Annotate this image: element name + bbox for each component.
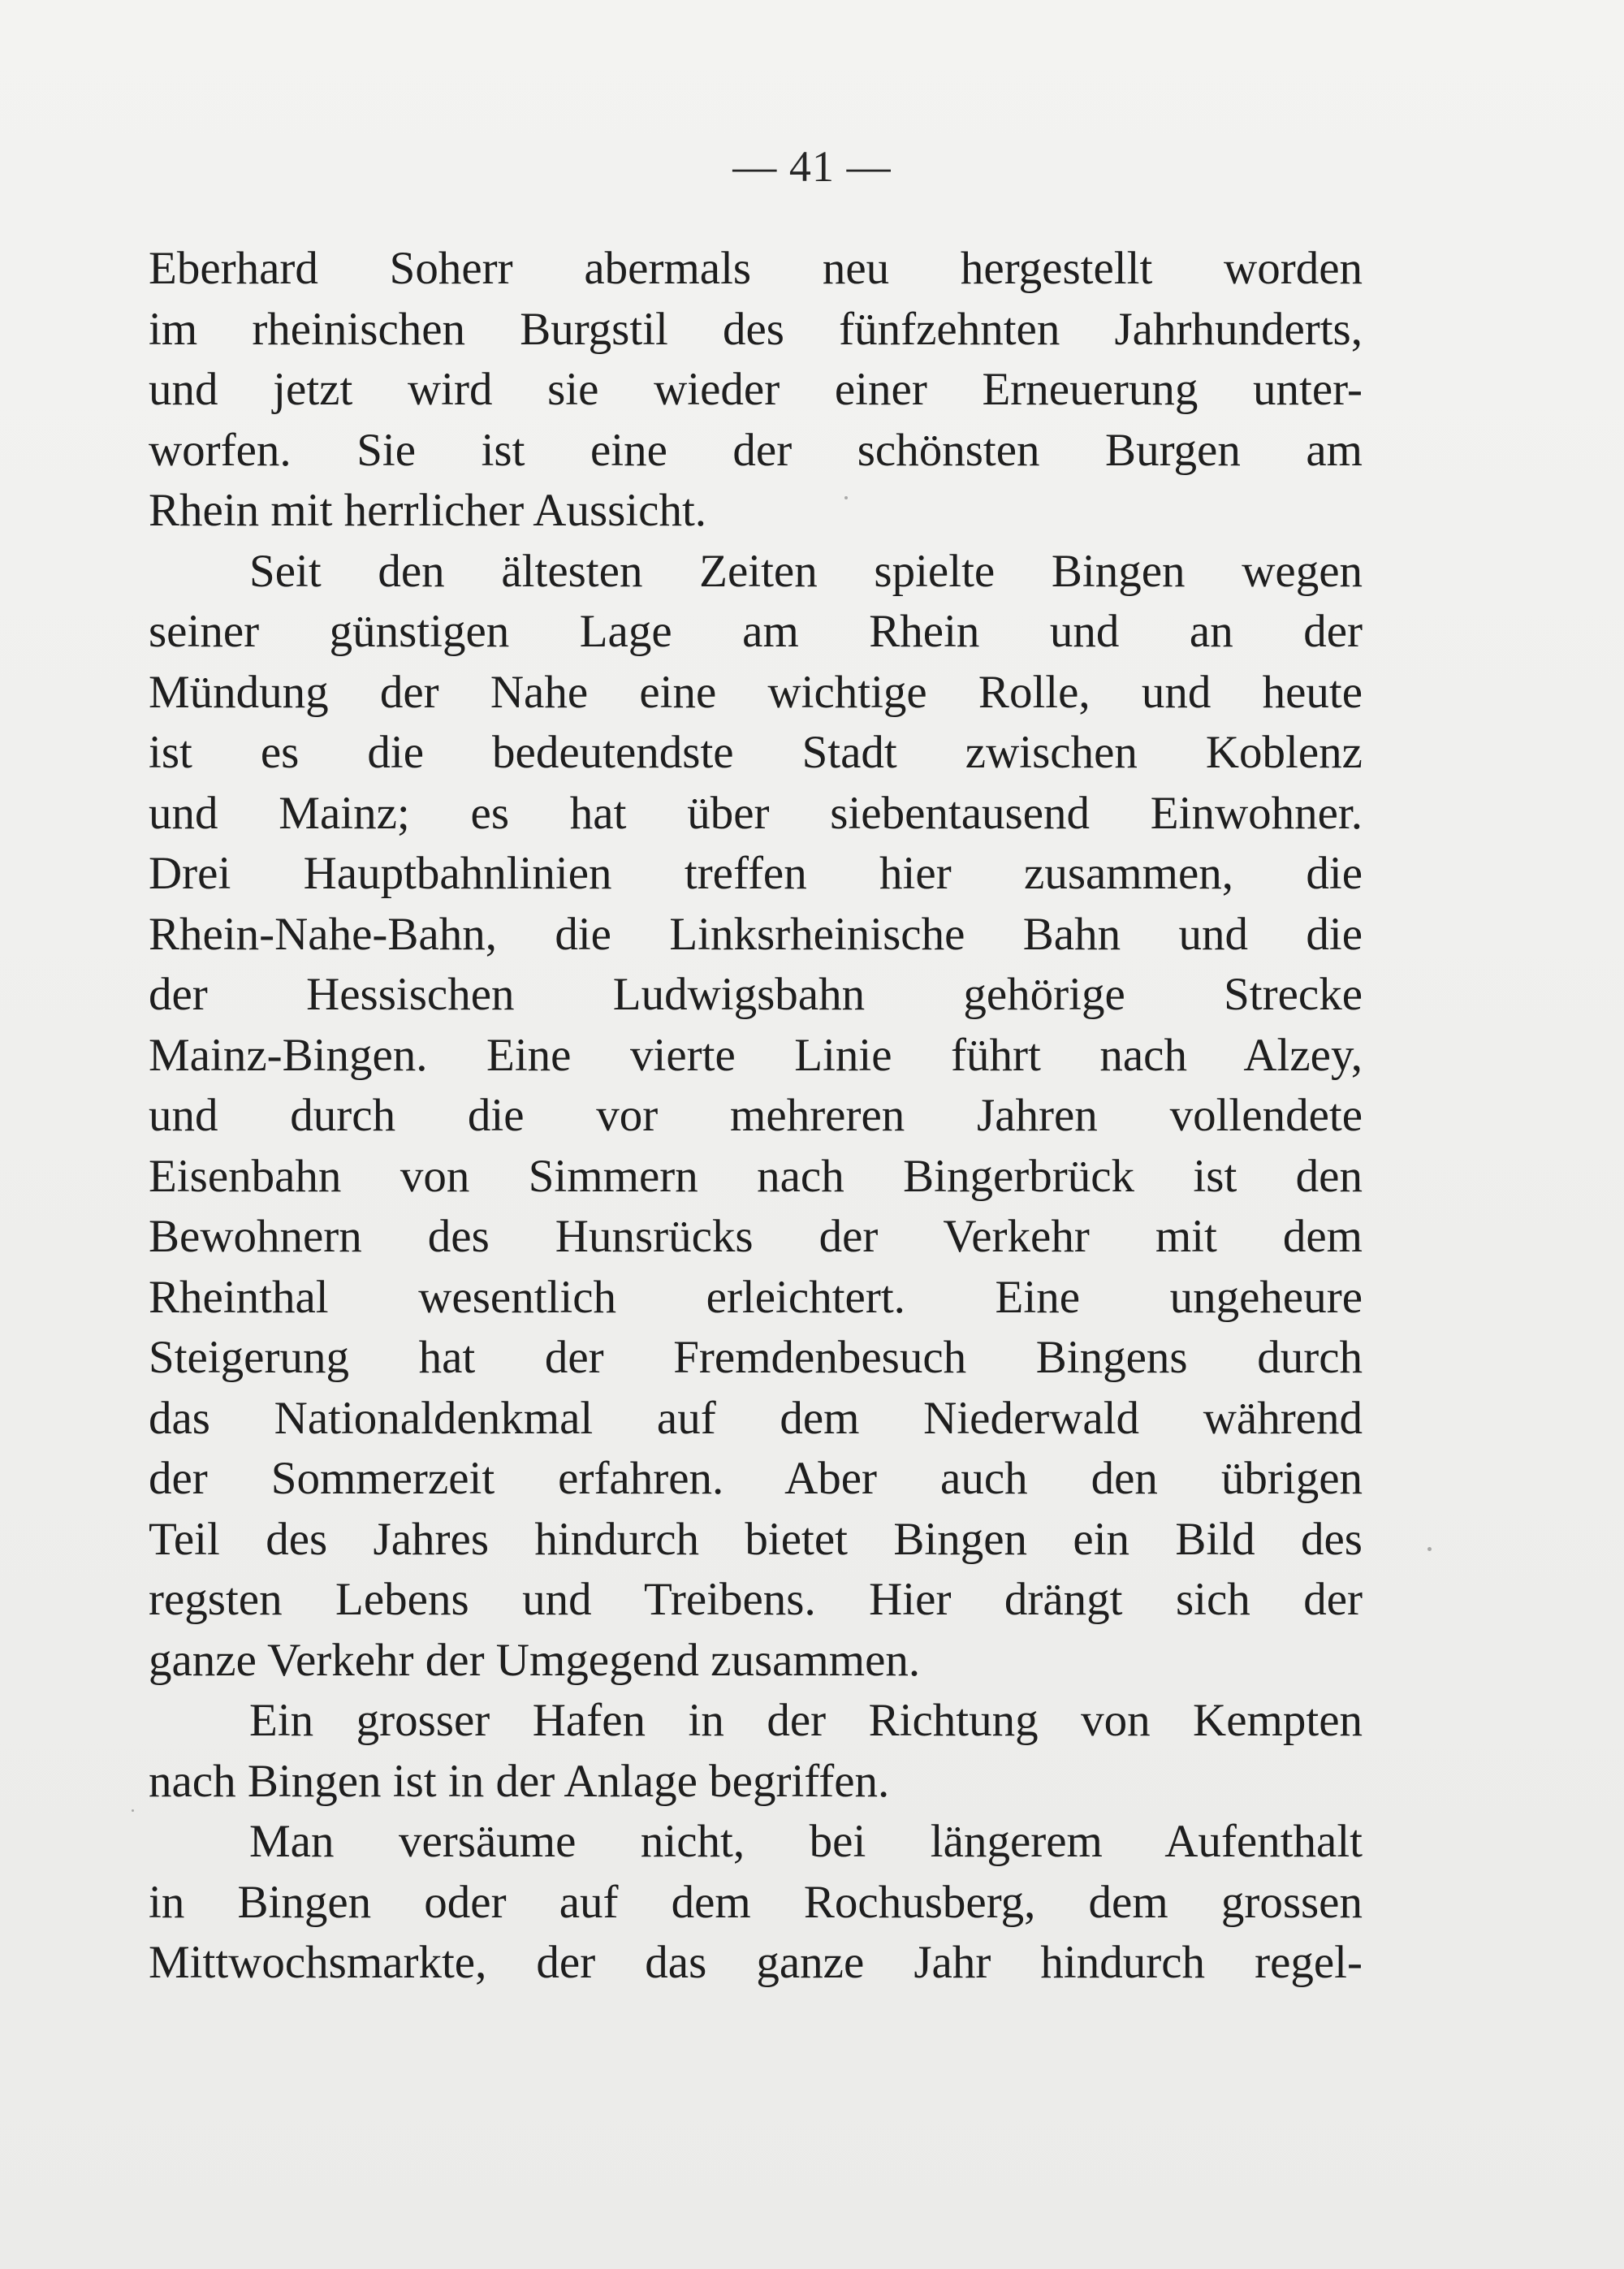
text-line: seiner günstigen Lage am Rhein und an der <box>149 606 1363 657</box>
text-line: Man versäume nicht, bei längerem Aufenthalt <box>249 1816 1363 1867</box>
text-line: nach Bingen ist in der Anlage begriffen. <box>149 1755 890 1807</box>
text-line: worfen. Sie ist eine der schönsten Burgen am <box>149 424 1363 476</box>
body-text <box>149 239 1363 1994</box>
page-number: — 41 — <box>732 142 892 191</box>
text-line: Mündung der Nahe eine wichtige Rolle, und heute <box>149 666 1363 718</box>
text-line: und durch die vor mehreren Jahren vollendete <box>149 1090 1363 1141</box>
text-line: Bewohnern des Hunsrücks der Verkehr mit dem <box>149 1211 1363 1262</box>
paper-speck <box>132 1809 134 1812</box>
text-line: der Sommerzeit erfahren. Aber auch den übrigen <box>149 1453 1363 1504</box>
text-line: und Mainz; es hat über siebentausend Einwohner. <box>149 787 1363 839</box>
text-line: Rhein-Nahe-Bahn, die Linksrheinische Bahn und die <box>149 908 1363 960</box>
text-line: Teil des Jahres hindurch bietet Bingen ein Bild des <box>149 1513 1363 1565</box>
text-line: im rheinischen Burgstil des fünfzehnten Jahrhunderts, <box>149 303 1363 355</box>
paper-speck <box>844 496 848 499</box>
text-line: Mainz-Bingen. Eine vierte Linie führt nach Alzey, <box>149 1029 1363 1081</box>
text-line: ganze Verkehr der Umgegend zusammen. <box>149 1634 921 1686</box>
text-line: Mittwochsmarkte, der das ganze Jahr hindurch regel- <box>149 1937 1363 1988</box>
text-line: Drei Hauptbahnlinien treffen hier zusammen, die <box>149 848 1363 899</box>
text-line: ist es die bedeutendste Stadt zwischen Koblenz <box>149 727 1363 778</box>
text-line: Ein grosser Hafen in der Richtung von Kempten <box>249 1695 1363 1746</box>
text-line: Steigerung hat der Fremdenbesuch Bingens durch <box>149 1332 1363 1383</box>
text-line: regsten Lebens und Treibens. Hier drängt sich der <box>149 1574 1363 1625</box>
text-line: das Nationaldenkmal auf dem Niederwald während <box>149 1392 1363 1444</box>
text-line: Eisenbahn von Simmern nach Bingerbrück ist den <box>149 1150 1363 1202</box>
paper-speck <box>1427 1547 1432 1551</box>
text-line: in Bingen oder auf dem Rochusberg, dem grossen <box>149 1876 1363 1928</box>
text-line: der Hessischen Ludwigsbahn gehörige Strecke <box>149 969 1363 1020</box>
text-line: Seit den ältesten Zeiten spielte Bingen wegen <box>249 545 1363 597</box>
text-line: Rheinthal wesentlich erleichtert. Eine ungeheure <box>149 1271 1363 1323</box>
text-line: und jetzt wird sie wieder einer Erneuerung unter- <box>149 364 1363 415</box>
text-line: Eberhard Soherr abermals neu hergestellt worden <box>149 243 1363 294</box>
text-line: Rhein mit herrlicher Aussicht. <box>149 485 707 536</box>
